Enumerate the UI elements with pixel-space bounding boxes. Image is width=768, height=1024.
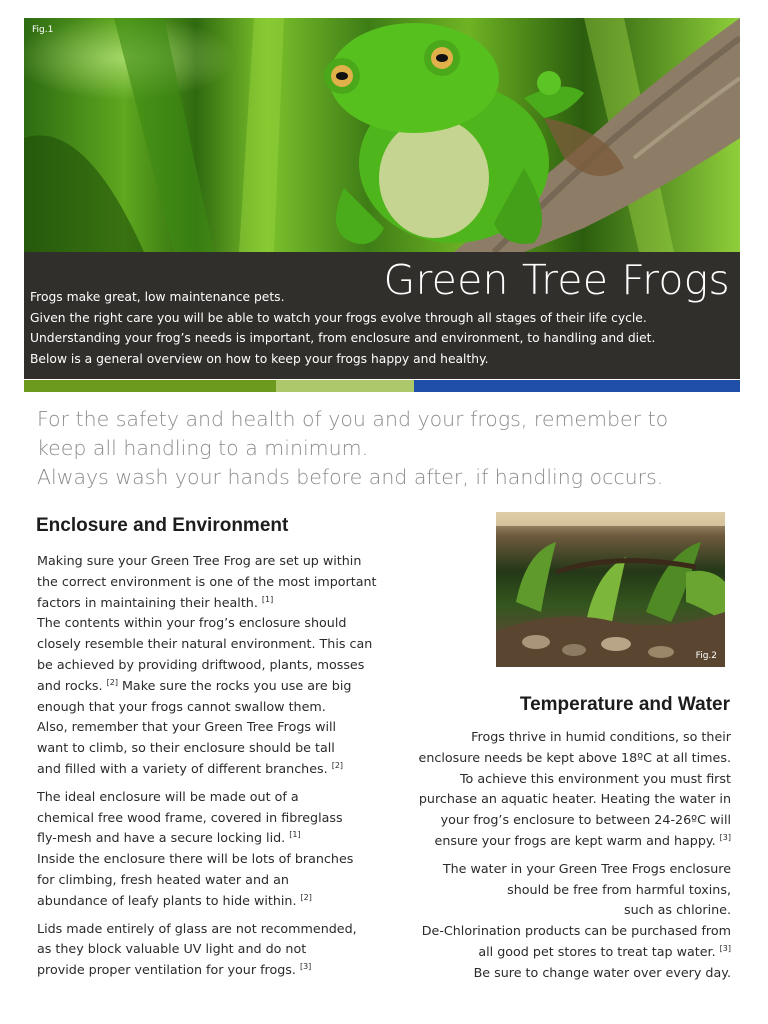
reference-marker: [2]: [331, 760, 344, 770]
intro-line: Understanding your frog’s needs is important, from enclosure and environment, to handling and diet.: [30, 331, 656, 345]
temperature-column: [371, 727, 731, 984]
enclosure-p1-line: [37, 759, 417, 780]
temperature-p1-line: To achieve this environment you must first: [459, 770, 731, 786]
fig2-label: Fig.2: [695, 651, 717, 661]
enclosure-p2-line: The ideal enclosure will be made out of a: [37, 788, 299, 804]
temperature-p1-text: ensure your frogs are kept warm and happy.: [434, 832, 720, 848]
enclosure-p1-text: Make sure the rocks you use are big: [117, 677, 352, 693]
reference-marker: [3]: [719, 832, 731, 842]
terrarium-illustration: [496, 512, 725, 667]
enclosure-p3-text: provide proper ventilation for your frogs.: [37, 962, 300, 978]
intro-banner: [24, 252, 740, 379]
enclosure-p3-line: Lids made entirely of glass are not recommended,: [37, 920, 357, 936]
terrarium-photo: [496, 512, 725, 667]
safety-line: Always wash your hands before and after, if handling occurs.: [37, 465, 664, 489]
intro-text: [30, 287, 730, 369]
divider-strip-light-green: [276, 380, 414, 392]
enclosure-p3-line: [37, 960, 417, 981]
enclosure-p1-line: the correct environment is one of the most important: [37, 573, 377, 589]
enclosure-p1-text: and filled with a variety of different branches.: [37, 760, 332, 776]
reference-marker: [2]: [106, 677, 118, 687]
temperature-p2-line: Be sure to change water over every day.: [473, 964, 731, 980]
enclosure-p2-line: for climbing, fresh heated water and an: [37, 871, 289, 887]
enclosure-p1-line: be achieved by providing driftwood, plants, mosses: [37, 656, 365, 672]
enclosure-p1-line: Also, remember that your Green Tree Frogs will: [37, 719, 337, 735]
reference-marker: [1]: [289, 830, 301, 840]
temperature-heading: Temperature and Water: [519, 694, 730, 715]
enclosure-p3-line: as they block valuable UV light and do not: [37, 941, 307, 957]
reference-marker: [3]: [299, 962, 312, 972]
temperature-p1-line: your frog’s enclosure to between 24-26ºC will: [440, 812, 731, 828]
temperature-p2-line: such as chlorine.: [623, 902, 731, 918]
enclosure-p1-line: The contents within your frog’s enclosure should: [37, 615, 347, 631]
enclosure-column: [37, 551, 417, 981]
enclosure-p1-line: Making sure your Green Tree Frog are set up within: [37, 553, 362, 568]
enclosure-heading: Enclosure and Environment: [36, 515, 289, 536]
enclosure-p1-text: factors in maintaining their health.: [37, 594, 262, 610]
intro-line: Frogs make great, low maintenance pets.: [30, 290, 285, 304]
temperature-p2-line: should be free from harmful toxins,: [507, 881, 731, 897]
enclosure-p1-line: want to climb, so their enclosure should be tall: [37, 740, 335, 756]
enclosure-p1-line: [37, 593, 417, 614]
enclosure-p1-line: [37, 676, 417, 697]
reference-marker: [1]: [261, 594, 274, 604]
safety-callout: [37, 405, 737, 492]
enclosure-p2-line: [37, 828, 417, 849]
temperature-p2-text: all good pet stores to treat tap water.: [478, 943, 720, 959]
temperature-p1-line: enclosure needs be kept above 18ºC at all times.: [418, 749, 731, 765]
divider-strip-blue: [414, 380, 740, 392]
reference-marker: [3]: [719, 943, 731, 953]
temperature-p2-line: The water in your Green Tree Frogs enclosure: [442, 860, 731, 876]
enclosure-p2-text: abundance of leafy plants to hide within.: [37, 892, 301, 908]
temperature-p1-line: purchase an aquatic heater. Heating the water in: [418, 791, 731, 807]
page-title: Green Tree Frogs: [383, 256, 730, 304]
hero-frog-photo: [24, 18, 740, 252]
enclosure-p1-line: closely resemble their natural environment. This can: [37, 636, 373, 652]
temperature-p1-line: [371, 831, 731, 852]
enclosure-p1-line: enough that your frogs cannot swallow them.: [37, 698, 326, 714]
intro-line: Below is a general overview on how to keep your frogs happy and healthy.: [30, 351, 489, 366]
safety-line: For the safety and health of you and your frogs, remember to: [37, 407, 669, 431]
safety-line: keep all handling to a minimum.: [37, 436, 369, 460]
fig1-label: Fig.1: [32, 25, 54, 35]
enclosure-p2-line: chemical free wood frame, covered in fibreglass: [37, 809, 343, 825]
enclosure-p2-line: Inside the enclosure there will be lots of branches: [37, 851, 354, 867]
divider-strip-green: [24, 380, 276, 392]
frog-illustration: [24, 18, 740, 252]
temperature-p2-line: De-Chlorination products can be purchased from: [421, 923, 731, 939]
enclosure-p1-text: and rocks.: [37, 677, 107, 693]
enclosure-p2-line: [37, 891, 417, 912]
temperature-p2-line: [371, 942, 731, 963]
intro-line: Given the right care you will be able to watch your frogs evolve through all stages of their life cycle.: [30, 310, 647, 325]
temperature-p1-line: Frogs thrive in humid conditions, so their: [471, 729, 731, 744]
enclosure-p2-text: fly-mesh and have a secure locking lid.: [37, 830, 290, 846]
reference-marker: [2]: [300, 892, 312, 902]
